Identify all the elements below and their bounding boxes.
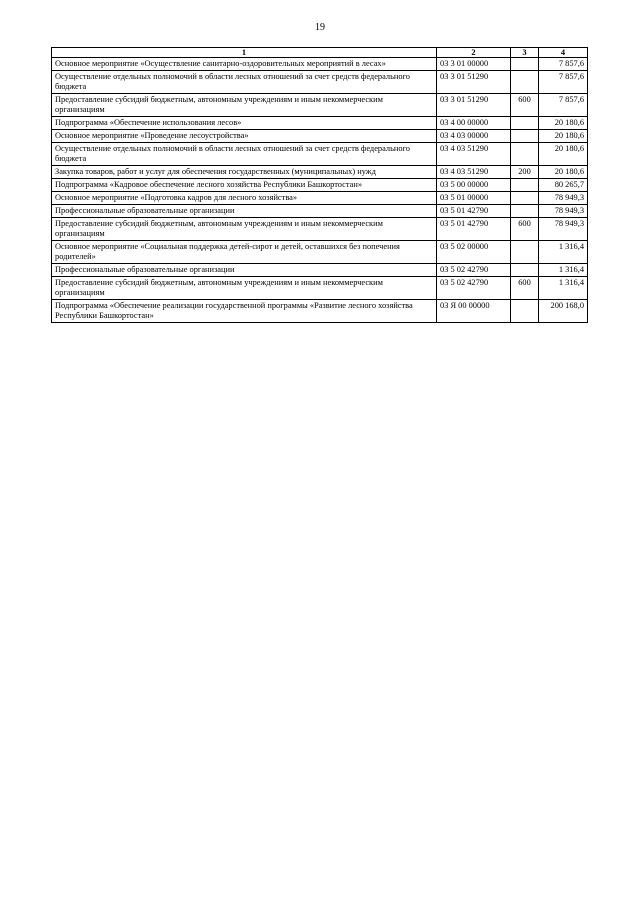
- column-header-sum: 4: [539, 48, 588, 58]
- row-name-cell: Основное мероприятие «Подготовка кадров для лесного хозяйства»: [52, 192, 437, 205]
- table-row: [52, 300, 588, 323]
- row-sum-cell: 80 265,7: [539, 179, 588, 192]
- row-type-cell: [511, 117, 539, 130]
- row-type-cell: [511, 71, 539, 94]
- row-sum-cell: 7 857,6: [539, 94, 588, 117]
- row-name-cell: Предоставление субсидий бюджетным, автономным учреждениям и иным некоммерческим организациям: [52, 277, 437, 300]
- row-type-cell: [511, 143, 539, 166]
- row-type-cell: 200: [511, 166, 539, 179]
- row-type-cell: [511, 179, 539, 192]
- row-sum-cell: 78 949,3: [539, 218, 588, 241]
- row-type-cell: [511, 241, 539, 264]
- row-type-cell: [511, 58, 539, 71]
- column-header-name: 1: [52, 48, 437, 58]
- column-header-type: 3: [511, 48, 539, 58]
- column-header-code: 2: [437, 48, 511, 58]
- row-name-cell: Основное мероприятие «Социальная поддержка детей-сирот и детей, оставшихся без попечения родителей»: [52, 241, 437, 264]
- table-body: [52, 58, 588, 323]
- row-name-cell: Профессиональные образовательные организации: [52, 205, 437, 218]
- row-sum-cell: 78 949,3: [539, 205, 588, 218]
- table-row: [52, 166, 588, 179]
- row-type-cell: [511, 130, 539, 143]
- row-sum-cell: 20 180,6: [539, 117, 588, 130]
- row-name-cell: Подпрограмма «Кадровое обеспечение лесного хозяйства Республики Башкортостан»: [52, 179, 437, 192]
- row-type-cell: [511, 192, 539, 205]
- row-sum-cell: 7 857,6: [539, 58, 588, 71]
- table-row: [52, 130, 588, 143]
- table-row: [52, 218, 588, 241]
- row-type-cell: 600: [511, 218, 539, 241]
- row-name-cell: Закупка товаров, работ и услуг для обеспечения государственных (муниципальных) нужд: [52, 166, 437, 179]
- row-name-cell: Предоставление субсидий бюджетным, автономным учреждениям и иным некоммерческим организациям: [52, 218, 437, 241]
- row-code-cell: 03 3 01 51290: [437, 71, 511, 94]
- row-code-cell: 03 5 02 00000: [437, 241, 511, 264]
- table-row: [52, 117, 588, 130]
- table-row: [52, 179, 588, 192]
- row-type-cell: 600: [511, 94, 539, 117]
- row-code-cell: 03 4 03 00000: [437, 130, 511, 143]
- row-code-cell: 03 Я 00 00000: [437, 300, 511, 323]
- row-name-cell: Профессиональные образовательные организации: [52, 264, 437, 277]
- table-row: [52, 71, 588, 94]
- table-row: [52, 143, 588, 166]
- row-type-cell: [511, 300, 539, 323]
- row-sum-cell: 78 949,3: [539, 192, 588, 205]
- table-header-row: [52, 48, 588, 58]
- row-code-cell: 03 5 02 42790: [437, 264, 511, 277]
- table-row: [52, 205, 588, 218]
- row-code-cell: 03 3 01 00000: [437, 58, 511, 71]
- table-row: [52, 277, 588, 300]
- row-code-cell: 03 3 01 51290: [437, 94, 511, 117]
- row-code-cell: 03 4 03 51290: [437, 143, 511, 166]
- row-code-cell: 03 4 03 51290: [437, 166, 511, 179]
- row-sum-cell: 20 180,6: [539, 166, 588, 179]
- table-row: [52, 264, 588, 277]
- row-name-cell: Основное мероприятие «Осуществление санитарно-оздоровительных мероприятий в лесах»: [52, 58, 437, 71]
- row-name-cell: Основное мероприятие «Проведение лесоустройства»: [52, 130, 437, 143]
- row-sum-cell: 1 316,4: [539, 241, 588, 264]
- row-sum-cell: 20 180,6: [539, 143, 588, 166]
- row-code-cell: 03 5 02 42790: [437, 277, 511, 300]
- row-type-cell: [511, 264, 539, 277]
- page-number: 19: [315, 22, 325, 33]
- row-name-cell: Осуществление отдельных полномочий в области лесных отношений за счет средств федерального бюджета: [52, 71, 437, 94]
- row-sum-cell: 1 316,4: [539, 277, 588, 300]
- row-name-cell: Подпрограмма «Обеспечение реализации государственной программы «Развитие лесного хозяйства Республики Башкортостан»: [52, 300, 437, 323]
- row-code-cell: 03 4 00 00000: [437, 117, 511, 130]
- row-type-cell: [511, 205, 539, 218]
- row-sum-cell: 200 168,0: [539, 300, 588, 323]
- budget-table: [51, 47, 588, 323]
- row-sum-cell: 7 857,6: [539, 71, 588, 94]
- row-sum-cell: 20 180,6: [539, 130, 588, 143]
- table-row: [52, 192, 588, 205]
- row-code-cell: 03 5 00 00000: [437, 179, 511, 192]
- row-sum-cell: 1 316,4: [539, 264, 588, 277]
- row-type-cell: 600: [511, 277, 539, 300]
- row-name-cell: Подпрограмма «Обеспечение использования лесов»: [52, 117, 437, 130]
- table-row: [52, 58, 588, 71]
- row-name-cell: Предоставление субсидий бюджетным, автономным учреждениям и иным некоммерческим организациям: [52, 94, 437, 117]
- row-code-cell: 03 5 01 42790: [437, 218, 511, 241]
- row-code-cell: 03 5 01 00000: [437, 192, 511, 205]
- table-row: [52, 94, 588, 117]
- row-code-cell: 03 5 01 42790: [437, 205, 511, 218]
- table-row: [52, 241, 588, 264]
- row-name-cell: Осуществление отдельных полномочий в области лесных отношений за счет средств федерального бюджета: [52, 143, 437, 166]
